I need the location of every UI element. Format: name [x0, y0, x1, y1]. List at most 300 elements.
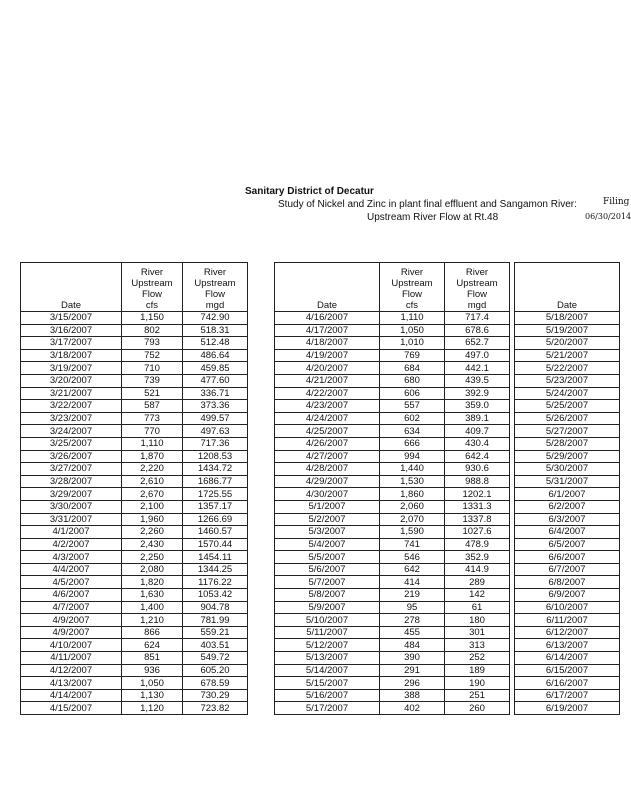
date-cell: 4/12/2007	[21, 664, 122, 677]
date-cell: 4/27/2007	[275, 450, 380, 463]
flow-cfs-cell: 1,150	[122, 312, 183, 325]
table-row	[21, 362, 248, 375]
table-row	[275, 626, 510, 639]
flow-mgd-cell: 389.1	[445, 412, 510, 425]
flow-cfs-cell: 741	[380, 538, 445, 551]
flow-mgd-cell: 1208.53	[183, 450, 248, 463]
flow-cfs-cell: 278	[380, 614, 445, 627]
date-cell: 5/20/2007	[515, 337, 620, 350]
page-subtitle-location: Upstream River Flow at Rt.48	[367, 212, 499, 223]
table-row	[515, 614, 620, 627]
table-row	[515, 702, 620, 715]
date-cell: 5/5/2007	[275, 551, 380, 564]
flow-mgd-cell: 1570.44	[183, 538, 248, 551]
date-cell: 3/24/2007	[21, 425, 122, 438]
flow-mgd-cell: 723.82	[183, 702, 248, 715]
date-cell: 6/10/2007	[515, 601, 620, 614]
table-row	[515, 349, 620, 362]
date-cell: 6/11/2007	[515, 614, 620, 627]
date-cell: 6/3/2007	[515, 513, 620, 526]
flow-mgd-cell: 409.7	[445, 425, 510, 438]
date-cell: 3/27/2007	[21, 463, 122, 476]
table-row	[21, 664, 248, 677]
table-row	[21, 324, 248, 337]
flow-cfs-cell: 1,110	[380, 312, 445, 325]
table-row	[515, 387, 620, 400]
table-row	[275, 664, 510, 677]
table-row	[21, 500, 248, 513]
flow-mgd-cell: 439.5	[445, 374, 510, 387]
date-cell: 3/31/2007	[21, 513, 122, 526]
table-row	[21, 689, 248, 702]
date-cell: 4/11/2007	[21, 652, 122, 665]
date-cell: 3/20/2007	[21, 374, 122, 387]
flow-mgd-cell: 1337.8	[445, 513, 510, 526]
flow-cfs-cell: 1,870	[122, 450, 183, 463]
date-cell: 3/18/2007	[21, 349, 122, 362]
table-row	[515, 437, 620, 450]
flow-mgd-cell: 336.71	[183, 387, 248, 400]
filing-label: Filing	[603, 197, 630, 207]
column-header-date: Date	[515, 263, 620, 312]
flow-cfs-cell: 484	[380, 639, 445, 652]
date-cell: 5/23/2007	[515, 374, 620, 387]
flow-mgd-cell: 781.99	[183, 614, 248, 627]
flow-mgd-cell: 1434.72	[183, 463, 248, 476]
flow-mgd-cell: 373.36	[183, 400, 248, 413]
date-cell: 5/1/2007	[275, 500, 380, 513]
date-cell: 3/19/2007	[21, 362, 122, 375]
flow-mgd-cell: 549.72	[183, 652, 248, 665]
flow-cfs-cell: 291	[380, 664, 445, 677]
flow-mgd-cell: 1331.3	[445, 500, 510, 513]
table-row	[21, 349, 248, 362]
table-row	[275, 500, 510, 513]
flow-mgd-cell: 988.8	[445, 475, 510, 488]
table-row	[515, 463, 620, 476]
flow-mgd-cell: 251	[445, 689, 510, 702]
flow-cfs-cell: 2,220	[122, 463, 183, 476]
flow-cfs-cell: 793	[122, 337, 183, 350]
date-cell: 4/30/2007	[275, 488, 380, 501]
date-cell: 3/16/2007	[21, 324, 122, 337]
flow-cfs-cell: 546	[380, 551, 445, 564]
table-row	[515, 639, 620, 652]
date-cell: 6/12/2007	[515, 626, 620, 639]
flow-mgd-cell: 717.4	[445, 312, 510, 325]
table-row	[515, 576, 620, 589]
table-row	[21, 463, 248, 476]
table-row	[275, 677, 510, 690]
flow-mgd-cell: 61	[445, 601, 510, 614]
date-cell: 4/9/2007	[21, 626, 122, 639]
date-cell: 6/5/2007	[515, 538, 620, 551]
date-cell: 6/4/2007	[515, 526, 620, 539]
table-row	[515, 601, 620, 614]
flow-mgd-cell: 497.0	[445, 349, 510, 362]
table-row	[515, 626, 620, 639]
date-cell: 5/14/2007	[275, 664, 380, 677]
flow-mgd-cell: 678.6	[445, 324, 510, 337]
flow-mgd-cell: 1053.42	[183, 589, 248, 602]
flow-cfs-cell: 994	[380, 450, 445, 463]
date-cell: 5/28/2007	[515, 437, 620, 450]
flow-cfs-cell: 2,080	[122, 563, 183, 576]
table-row	[21, 374, 248, 387]
table-row	[21, 312, 248, 325]
flow-mgd-cell: 392.9	[445, 387, 510, 400]
flow-mgd-cell: 1460.57	[183, 526, 248, 539]
flow-cfs-cell: 739	[122, 374, 183, 387]
table-row	[21, 702, 248, 715]
table-row	[275, 463, 510, 476]
flow-mgd-cell: 1725.55	[183, 488, 248, 501]
date-cell: 3/30/2007	[21, 500, 122, 513]
table-row	[275, 702, 510, 715]
flow-cfs-cell: 1,050	[380, 324, 445, 337]
date-cell: 5/21/2007	[515, 349, 620, 362]
flow-cfs-cell: 1,120	[122, 702, 183, 715]
flow-cfs-cell: 388	[380, 689, 445, 702]
table-row	[21, 589, 248, 602]
flow-cfs-cell: 521	[122, 387, 183, 400]
flow-cfs-cell: 2,610	[122, 475, 183, 488]
table-row	[275, 689, 510, 702]
table-row	[275, 538, 510, 551]
date-cell: 5/10/2007	[275, 614, 380, 627]
column-header-date: Date	[21, 263, 122, 312]
date-cell: 4/28/2007	[275, 463, 380, 476]
table-row	[515, 513, 620, 526]
column-header-text: River Upstream Flow cfs	[391, 267, 433, 311]
table-row	[515, 324, 620, 337]
date-cell: 6/13/2007	[515, 639, 620, 652]
date-cell: 5/25/2007	[515, 400, 620, 413]
date-cell: 4/29/2007	[275, 475, 380, 488]
flow-cfs-cell: 642	[380, 563, 445, 576]
date-cell: 3/28/2007	[21, 475, 122, 488]
flow-cfs-cell: 1,010	[380, 337, 445, 350]
flow-mgd-cell: 499.57	[183, 412, 248, 425]
table-row	[21, 425, 248, 438]
flow-mgd-cell: 260	[445, 702, 510, 715]
flow-cfs-cell: 2,070	[380, 513, 445, 526]
column-header-text: River Upstream Flow mgd	[194, 267, 236, 311]
flow-cfs-cell: 1,820	[122, 576, 183, 589]
flow-cfs-cell: 606	[380, 387, 445, 400]
table-row	[275, 400, 510, 413]
table-row	[275, 601, 510, 614]
flow-mgd-cell: 559.21	[183, 626, 248, 639]
flow-mgd-cell: 142	[445, 589, 510, 602]
flow-cfs-cell: 2,670	[122, 488, 183, 501]
date-cell: 6/14/2007	[515, 652, 620, 665]
flow-cfs-cell: 1,590	[380, 526, 445, 539]
table-row	[515, 400, 620, 413]
table-row	[21, 614, 248, 627]
date-cell: 4/15/2007	[21, 702, 122, 715]
table-row	[21, 551, 248, 564]
table-row	[275, 589, 510, 602]
flow-mgd-cell: 301	[445, 626, 510, 639]
date-cell: 5/11/2007	[275, 626, 380, 639]
table-row	[21, 626, 248, 639]
flow-mgd-cell: 486.64	[183, 349, 248, 362]
column-header-date: Date	[275, 263, 380, 312]
date-cell: 5/16/2007	[275, 689, 380, 702]
table-row	[515, 475, 620, 488]
table-row	[275, 551, 510, 564]
date-cell: 3/26/2007	[21, 450, 122, 463]
flow-cfs-cell: 602	[380, 412, 445, 425]
table-row	[515, 677, 620, 690]
table-row	[515, 652, 620, 665]
table-row	[515, 425, 620, 438]
table-row	[515, 488, 620, 501]
table-row	[275, 576, 510, 589]
flow-cfs-cell: 769	[380, 349, 445, 362]
flow-mgd-cell: 252	[445, 652, 510, 665]
flow-mgd-cell: 1266.69	[183, 513, 248, 526]
table-row	[21, 601, 248, 614]
date-cell: 5/22/2007	[515, 362, 620, 375]
flow-mgd-cell: 605.20	[183, 664, 248, 677]
flow-cfs-cell: 773	[122, 412, 183, 425]
table-row	[21, 639, 248, 652]
date-cell: 5/17/2007	[275, 702, 380, 715]
flow-mgd-cell: 518.31	[183, 324, 248, 337]
flow-cfs-cell: 2,430	[122, 538, 183, 551]
date-cell: 4/16/2007	[275, 312, 380, 325]
flow-mgd-cell: 1202.1	[445, 488, 510, 501]
date-cell: 4/9/2007	[21, 614, 122, 627]
flow-mgd-cell: 1027.6	[445, 526, 510, 539]
table-row	[21, 437, 248, 450]
date-cell: 5/30/2007	[515, 463, 620, 476]
date-cell: 3/25/2007	[21, 437, 122, 450]
date-cell: 6/6/2007	[515, 551, 620, 564]
table-row	[515, 664, 620, 677]
table-row	[21, 563, 248, 576]
table-row	[21, 337, 248, 350]
date-cell: 4/24/2007	[275, 412, 380, 425]
date-cell: 5/3/2007	[275, 526, 380, 539]
flow-cfs-cell: 390	[380, 652, 445, 665]
table-row	[21, 400, 248, 413]
flow-cfs-cell: 2,250	[122, 551, 183, 564]
date-cell: 4/19/2007	[275, 349, 380, 362]
date-cell: 4/7/2007	[21, 601, 122, 614]
flow-cfs-cell: 414	[380, 576, 445, 589]
flow-mgd-cell: 478.9	[445, 538, 510, 551]
date-cell: 5/6/2007	[275, 563, 380, 576]
date-cell: 6/8/2007	[515, 576, 620, 589]
date-cell: 6/17/2007	[515, 689, 620, 702]
flow-mgd-cell: 403.51	[183, 639, 248, 652]
flow-cfs-cell: 2,060	[380, 500, 445, 513]
flow-cfs-cell: 680	[380, 374, 445, 387]
date-cell: 3/23/2007	[21, 412, 122, 425]
table-row	[275, 513, 510, 526]
date-cell: 4/25/2007	[275, 425, 380, 438]
flow-mgd-cell: 430.4	[445, 437, 510, 450]
table-row	[275, 639, 510, 652]
date-cell: 4/17/2007	[275, 324, 380, 337]
date-cell: 3/17/2007	[21, 337, 122, 350]
table-row	[515, 563, 620, 576]
date-cell: 5/18/2007	[515, 312, 620, 325]
date-cell: 4/14/2007	[21, 689, 122, 702]
flow-cfs-cell: 1,050	[122, 677, 183, 690]
date-cell: 4/4/2007	[21, 563, 122, 576]
flow-cfs-cell: 455	[380, 626, 445, 639]
flow-cfs-cell: 1,630	[122, 589, 183, 602]
column-header-cfs	[122, 263, 183, 312]
table-row	[515, 374, 620, 387]
table-row	[275, 526, 510, 539]
table-row	[275, 488, 510, 501]
table-row	[275, 614, 510, 627]
table-row	[275, 387, 510, 400]
date-cell: 5/31/2007	[515, 475, 620, 488]
flow-cfs-cell: 2,260	[122, 526, 183, 539]
flow-cfs-cell: 1,440	[380, 463, 445, 476]
date-cell: 4/18/2007	[275, 337, 380, 350]
flow-mgd-cell: 742.90	[183, 312, 248, 325]
table-row	[275, 412, 510, 425]
date-cell: 3/15/2007	[21, 312, 122, 325]
table-row	[275, 437, 510, 450]
table-row	[21, 513, 248, 526]
flow-mgd-cell: 289	[445, 576, 510, 589]
date-cell: 6/1/2007	[515, 488, 620, 501]
table-row	[21, 538, 248, 551]
date-cell: 5/26/2007	[515, 412, 620, 425]
date-cell: 4/20/2007	[275, 362, 380, 375]
flow-mgd-cell: 652.7	[445, 337, 510, 350]
flow-cfs-cell: 587	[122, 400, 183, 413]
flow-mgd-cell: 1357.17	[183, 500, 248, 513]
table-row	[515, 689, 620, 702]
date-cell: 6/7/2007	[515, 563, 620, 576]
flow-table-block-3	[514, 262, 620, 715]
table-row	[21, 387, 248, 400]
flow-cfs-cell: 770	[122, 425, 183, 438]
date-cell: 4/23/2007	[275, 400, 380, 413]
flow-cfs-cell: 710	[122, 362, 183, 375]
date-cell: 5/8/2007	[275, 589, 380, 602]
table-row	[515, 362, 620, 375]
flow-cfs-cell: 666	[380, 437, 445, 450]
table-row	[21, 488, 248, 501]
date-cell: 5/9/2007	[275, 601, 380, 614]
date-cell: 6/19/2007	[515, 702, 620, 715]
flow-mgd-cell: 730.29	[183, 689, 248, 702]
flow-table-block-1	[20, 262, 248, 715]
date-cell: 4/6/2007	[21, 589, 122, 602]
flow-cfs-cell: 684	[380, 362, 445, 375]
flow-cfs-cell: 624	[122, 639, 183, 652]
date-cell: 6/16/2007	[515, 677, 620, 690]
flow-mgd-cell: 497.63	[183, 425, 248, 438]
column-header-cfs	[380, 263, 445, 312]
date-cell: 5/2/2007	[275, 513, 380, 526]
date-cell: 5/24/2007	[515, 387, 620, 400]
page-title: Sanitary District of Decatur	[245, 186, 374, 197]
table-row	[515, 312, 620, 325]
flow-cfs-cell: 866	[122, 626, 183, 639]
flow-cfs-cell: 1,130	[122, 689, 183, 702]
flow-cfs-cell: 402	[380, 702, 445, 715]
table-row	[21, 677, 248, 690]
table-row	[275, 450, 510, 463]
table-row	[21, 475, 248, 488]
flow-cfs-cell: 936	[122, 664, 183, 677]
date-cell: 5/13/2007	[275, 652, 380, 665]
date-cell: 4/13/2007	[21, 677, 122, 690]
flow-cfs-cell: 1,210	[122, 614, 183, 627]
table-row	[275, 425, 510, 438]
date-cell: 4/21/2007	[275, 374, 380, 387]
flow-cfs-cell: 752	[122, 349, 183, 362]
column-header-text: River Upstream Flow cfs	[131, 267, 173, 311]
table-row	[515, 337, 620, 350]
date-cell: 5/27/2007	[515, 425, 620, 438]
table-row	[21, 412, 248, 425]
table-row	[21, 450, 248, 463]
flow-mgd-cell: 904.78	[183, 601, 248, 614]
flow-cfs-cell: 95	[380, 601, 445, 614]
table-row	[275, 324, 510, 337]
date-cell: 6/9/2007	[515, 589, 620, 602]
date-cell: 5/15/2007	[275, 677, 380, 690]
column-header-mgd	[183, 263, 248, 312]
flow-cfs-cell: 557	[380, 400, 445, 413]
flow-cfs-cell: 1,110	[122, 437, 183, 450]
flow-mgd-cell: 512.48	[183, 337, 248, 350]
flow-table-block-2	[274, 262, 510, 715]
table-row	[515, 551, 620, 564]
date-cell: 4/26/2007	[275, 437, 380, 450]
column-header-text: River Upstream Flow mgd	[456, 267, 498, 311]
flow-mgd-cell: 442.1	[445, 362, 510, 375]
flow-mgd-cell: 642.4	[445, 450, 510, 463]
table-row	[515, 450, 620, 463]
date-cell: 4/2/2007	[21, 538, 122, 551]
page-subtitle: Study of Nickel and Zinc in plant final effluent and Sangamon River:	[278, 199, 577, 210]
flow-cfs-cell: 802	[122, 324, 183, 337]
flow-mgd-cell: 190	[445, 677, 510, 690]
filing-date: 06/30/2014	[585, 212, 631, 221]
table-row	[515, 412, 620, 425]
flow-cfs-cell: 1,860	[380, 488, 445, 501]
flow-cfs-cell: 296	[380, 677, 445, 690]
flow-cfs-cell: 2,100	[122, 500, 183, 513]
flow-mgd-cell: 930.6	[445, 463, 510, 476]
flow-cfs-cell: 1,530	[380, 475, 445, 488]
flow-mgd-cell: 1176.22	[183, 576, 248, 589]
date-cell: 5/7/2007	[275, 576, 380, 589]
flow-mgd-cell: 359.0	[445, 400, 510, 413]
flow-cfs-cell: 219	[380, 589, 445, 602]
table-row	[21, 576, 248, 589]
column-header-mgd	[445, 263, 510, 312]
date-cell: 3/29/2007	[21, 488, 122, 501]
date-cell: 5/4/2007	[275, 538, 380, 551]
flow-mgd-cell: 459.85	[183, 362, 248, 375]
table-row	[275, 563, 510, 576]
flow-mgd-cell: 313	[445, 639, 510, 652]
